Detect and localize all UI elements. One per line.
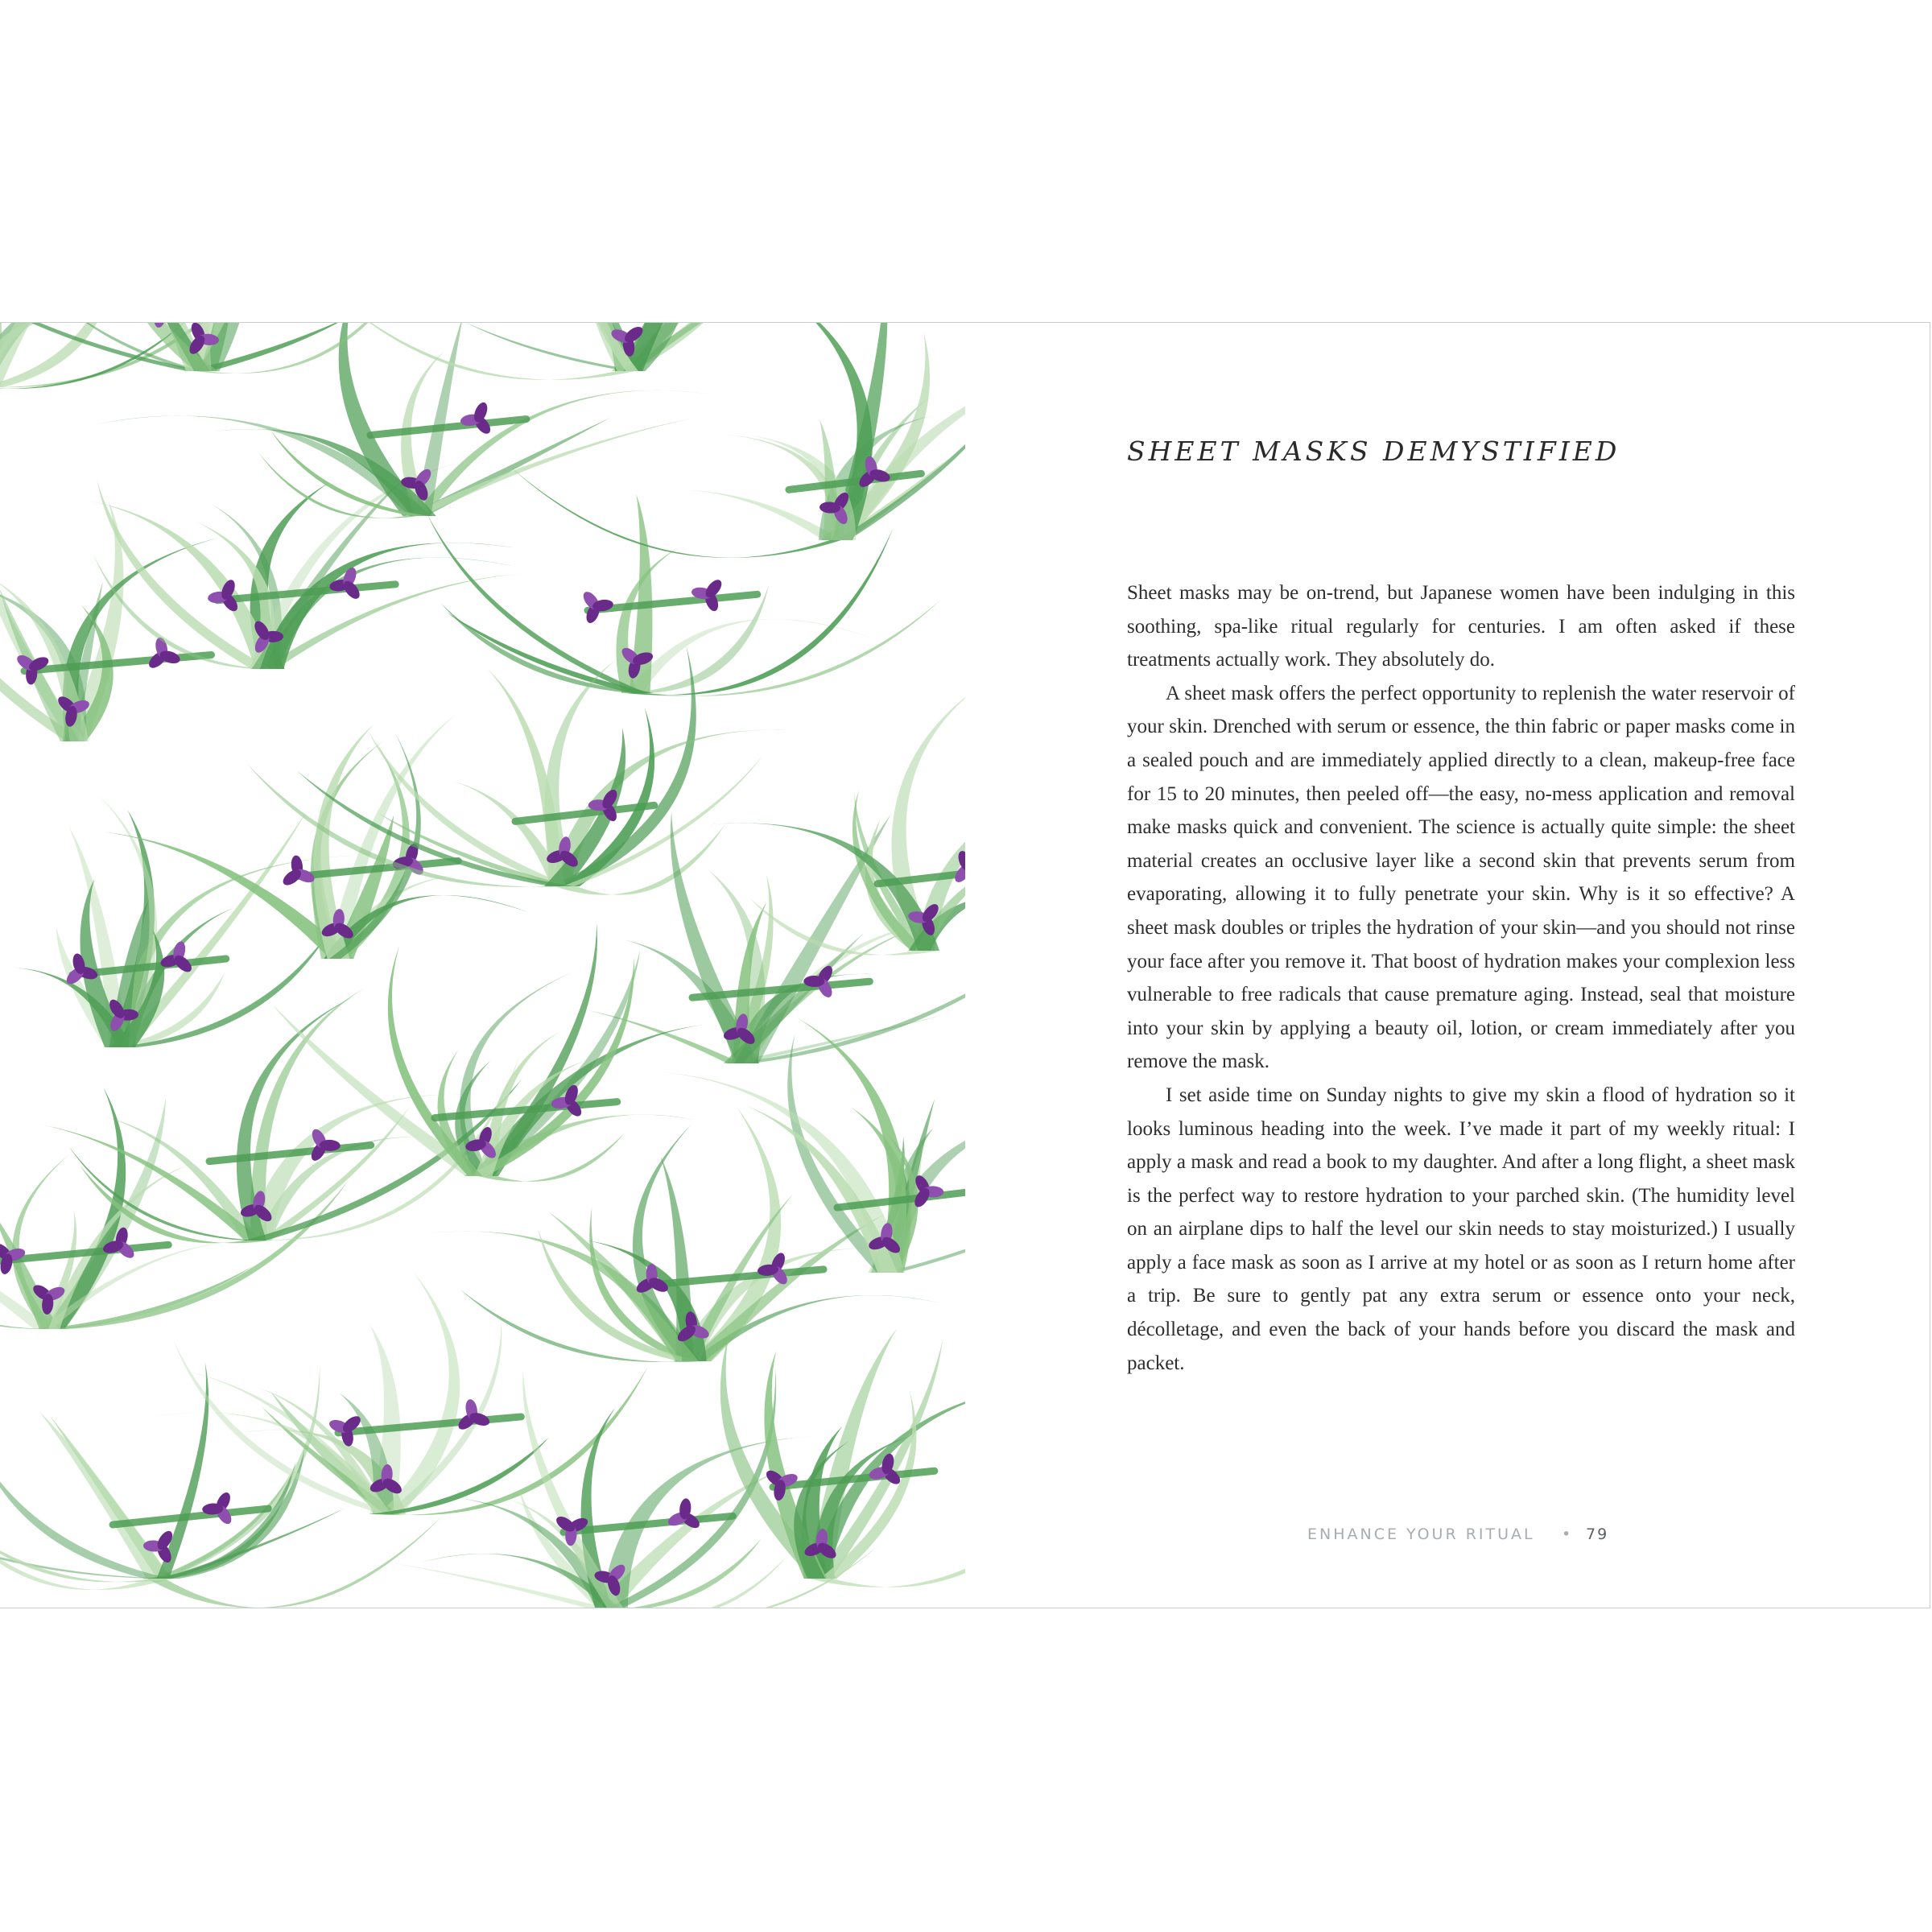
botanical-illustration-page <box>0 323 965 1608</box>
grass-clump <box>720 1328 965 1587</box>
paragraph-1: Sheet masks may be on-trend, but Japanese women have been indulging in this soothing, spa-like ritual regularly for centuries. I am often asked if these treatments actually work. They absolutely do. <box>1127 582 1795 671</box>
page-number: 79 <box>1586 1525 1609 1543</box>
body-text <box>1127 576 1795 1380</box>
page-title: SHEET MASKS DEMYSTIFIED <box>1127 436 1620 467</box>
grass-clump <box>247 646 799 895</box>
grass-clump <box>510 323 965 558</box>
iris-flower <box>197 1484 244 1529</box>
book-spread <box>0 322 1930 1608</box>
grass-iris-pattern-illustration <box>0 323 965 1608</box>
text-page <box>966 323 1929 1608</box>
paragraph-2: A sheet mask offers the perfect opportunity to replenish the water reservoir of your skin. Drenched with serum or essence, the thin fabric or paper masks come in a sealed pouch and are immediately applied directly to a clean, makeup-free face for 15 to 20 minutes, then peeled off—the easy, no-mess application and removal make masks quick and convenient. The science is actually quite simple: the sheet material creates an occlusive layer like a second skin that prevents serum from evaporating, allowing it to fully penetrate your skin. Why is it so effective? A sheet mask doubles or triples the hydration of your skin—and you should not rinse your face after you remove it. That boost of hydration makes your complexion less vulnerable to free radicals that cause premature aging. Instead, seal that moisture into your skin by applying a beauty oil, lotion, or cream immediately after you remove the mask. <box>1127 682 1795 1073</box>
grass-clump <box>656 1018 965 1273</box>
running-footer-section: ENHANCE YOUR RITUAL <box>1307 1525 1535 1543</box>
footer-separator: • <box>1562 1525 1574 1543</box>
grass-clump <box>0 323 278 389</box>
paragraph-3: I set aside time on Sunday nights to give my skin a flood of hydration so it looks luminous heading into the week. I’ve made it part of my weekly ritual: I apply a mask and read a book to my daughter. And after a long flight, a sheet mask is the perfect way to restore hydration to your parched skin. (The humidity level on an airplane dips to half the level our skin needs to stay moisturized.) I usually apply a face mask as soon as I arrive at my hotel or as soon as I return home after a trip. Be sure to gently pat any extra serum or essence onto your neck, décolletage, and even the back of your hands before you discard the mask and packet. <box>1127 1084 1795 1374</box>
grass-clump <box>151 1271 647 1515</box>
